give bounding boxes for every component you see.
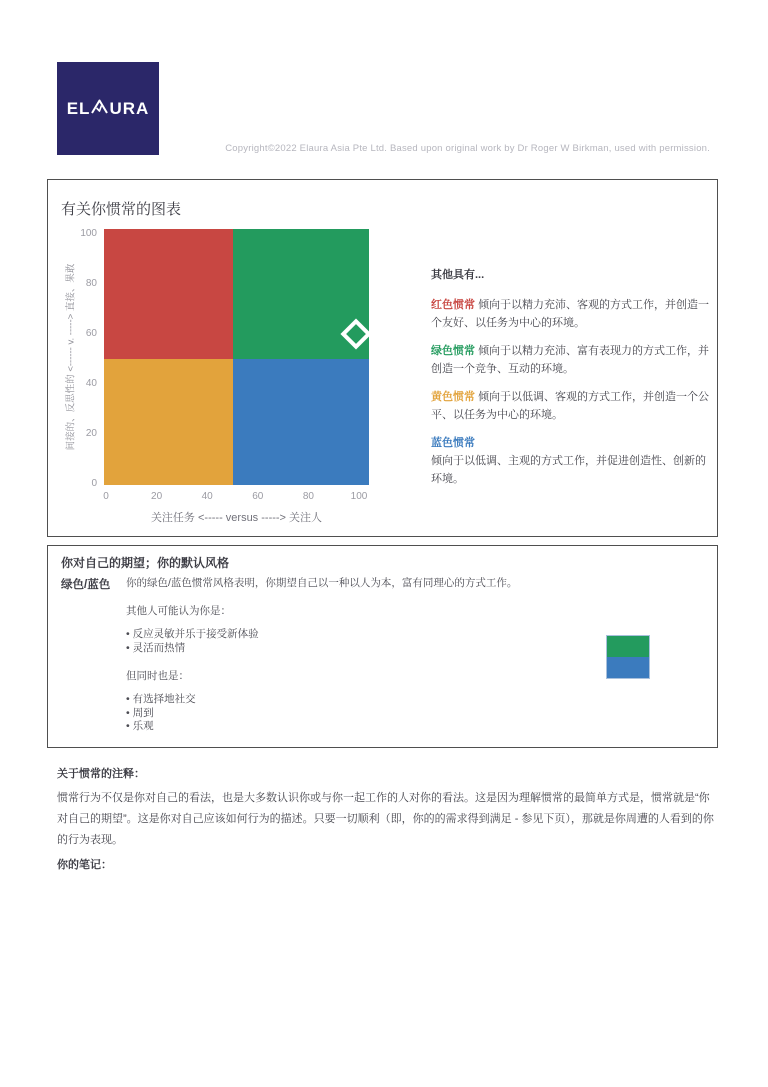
x-tick-label: 80	[302, 491, 314, 502]
swatch-top	[607, 636, 649, 657]
logo-text-right: URA	[109, 98, 150, 118]
expectations-content	[126, 576, 576, 738]
bullet-item: • 有选择地社交	[126, 693, 576, 707]
others-see-heading: 其他人可能认为你是：	[126, 605, 231, 617]
expectations-panel	[47, 545, 718, 748]
swatch-bottom	[607, 657, 649, 678]
copyright-text: Copyright©2022 Elaura Asia Pte Ltd. Based upon original work by Dr Roger W Birkman, used with permission.	[225, 143, 710, 154]
habit-description	[431, 342, 713, 378]
x-axis-title: 关注任务 <----- versus -----> 关注人	[150, 512, 323, 524]
y-tick-label: 60	[85, 328, 97, 339]
y-tick-label: 80	[85, 278, 97, 289]
elaura-logo	[57, 62, 159, 155]
notes-heading: 关于惯常的注释：	[57, 768, 145, 780]
bullet-item: • 乐观	[126, 720, 576, 734]
y-axis-title: 间接的、反思性的 <------ v. -----> 直接、果敢	[65, 263, 77, 451]
chart-title: 有关你惯常的图表	[61, 201, 182, 218]
bullet-item: • 灵活而热情	[126, 642, 576, 656]
habit-text: 倾向于以精力充沛、富有表现力的方式工作，并创造一个竞争、互动的环境。	[431, 345, 710, 375]
bullet-item: • 反应灵敏并乐于接受新体验	[126, 628, 576, 642]
y-tick-label: 100	[80, 228, 97, 239]
habit-text: 倾向于以低调、客观的方式工作，并创造一个公平、以任务为中心的环境。	[431, 391, 710, 421]
y-tick-label: 40	[85, 378, 97, 389]
expectations-title: 你对自己的期望；你的默认风格	[61, 556, 230, 570]
y-tick-label: 0	[91, 478, 97, 489]
habit-label: 绿色惯常	[431, 345, 475, 357]
habit-label: 黄色惯常	[431, 391, 475, 403]
habit-text: 倾向于以精力充沛、客观的方式工作，并创造一个友好、以任务为中心的环境。	[431, 299, 710, 329]
logo-text-left: EL	[66, 98, 91, 118]
habit-chart-panel	[47, 179, 718, 537]
y-axis-title-box	[62, 229, 76, 485]
habit-description	[431, 434, 713, 488]
elaura-logo-text	[67, 99, 150, 119]
quadrant-plot	[65, 228, 369, 524]
habit-description	[431, 388, 713, 424]
expectations-intro: 你的绿色/蓝色惯常风格表明，你期望自己以一种以人为本，富有同理心的方式工作。	[126, 577, 518, 589]
others-have-heading: 其他具有...	[431, 269, 485, 281]
color-style-label: 绿色/蓝色	[61, 579, 111, 591]
your-notes-heading: 你的笔记：	[57, 859, 112, 871]
x-ticks	[104, 485, 369, 501]
others-see-list	[126, 628, 576, 655]
x-tick-label: 0	[103, 491, 109, 502]
bullet-item: • 周到	[126, 707, 576, 721]
x-tick-label: 60	[252, 491, 264, 502]
habit-descriptions	[431, 296, 713, 488]
mountain-icon	[91, 99, 108, 119]
x-tick-label: 100	[350, 491, 368, 502]
x-tick-label: 40	[201, 491, 213, 502]
x-tick-label: 20	[151, 491, 163, 502]
habit-text: 倾向于以低调、主观的方式工作，并促进创造性、创新的环境。	[431, 455, 706, 485]
but-also-heading: 但同时也是：	[126, 670, 189, 682]
but-also-list	[126, 693, 576, 734]
quadrant-top-left	[104, 229, 233, 359]
color-swatch	[606, 635, 650, 679]
quadrant-bottom-right	[233, 359, 369, 485]
chart-wrap	[65, 228, 369, 524]
habit-description	[431, 296, 713, 332]
habit-label: 蓝色惯常	[431, 437, 475, 449]
habit-label: 红色惯常	[431, 299, 475, 311]
habit-descriptions-block	[431, 266, 713, 498]
notes-paragraph: 惯常行为不仅是你对自己的看法，也是大多数认识你或与你一起工作的人对你的看法。这是因为理解惯常的最简单方式是，惯常就是“你对自己的期望”。这是你对自己应该如何行为的描述。只要一切顺利（即，你的的需求得到满足 - 参见下页），那就是你周遭的人看到的你的行为表现。	[57, 792, 714, 846]
y-tick-label: 20	[85, 428, 97, 439]
quadrant-bottom-left	[104, 359, 233, 485]
